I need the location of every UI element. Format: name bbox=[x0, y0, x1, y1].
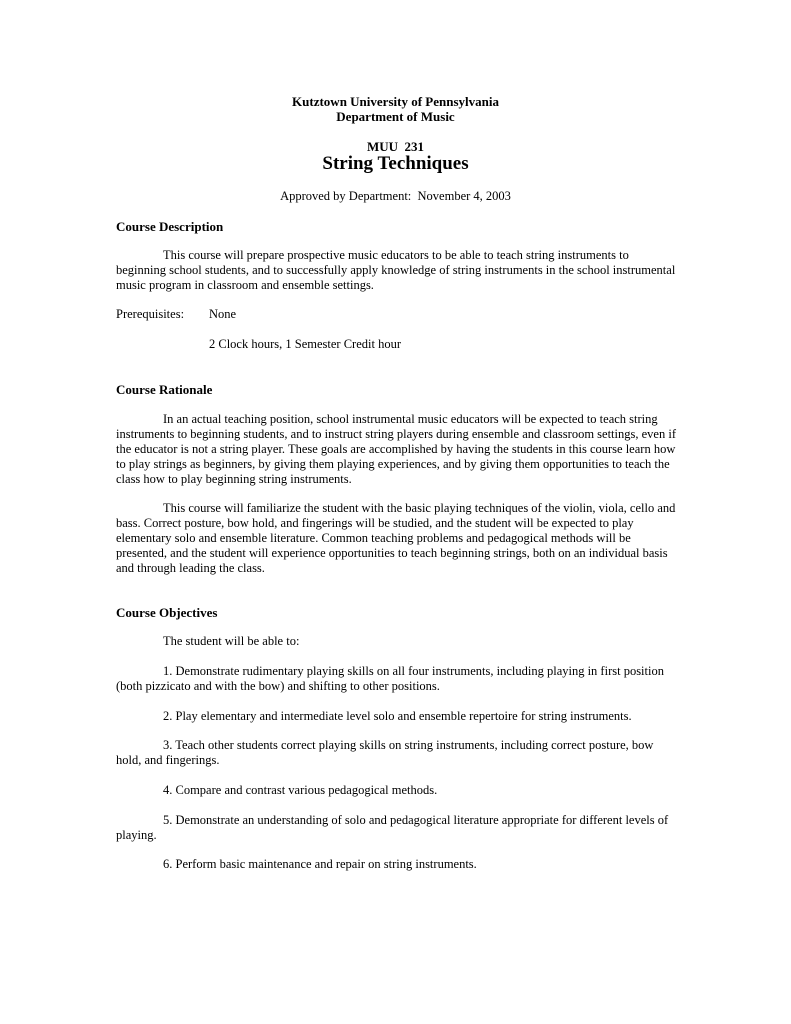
rationale-paragraph-2: This course will familiarize the student with the basic playing techniques of the violin, viola, cello and bass. Correct posture, bow hold, and fingerings will be studied, and the student will be expected to play elementary solo and ensemble literature. Common teaching problems and pedagogical methods will be presented, and the student will experience opportunities to teach beginning strings, both on an individual basis and through leading the class. bbox=[116, 501, 676, 575]
objective-item-5: 5. Demonstrate an understanding of solo and pedagogical literature appropriate for different levels of playing. bbox=[116, 813, 669, 842]
objective-item-3: 3. Teach other students correct playing skills on string instruments, including correct posture, bow hold, and fingerings. bbox=[116, 738, 654, 767]
prerequisites-label: Prerequisites: bbox=[116, 307, 185, 321]
course-code: MUU 231 bbox=[366, 139, 425, 154]
rationale-paragraph-1: In an actual teaching position, school instrumental music educators will be expected to teach string instruments to beginning students, and to instruct string players during ensemble and classroom settings, even if the educator is not a string player. These goals are accomplished by having the students in this course learn how to play strings as beginners, by giving them playing experiences, and by giving them opportunities to teach the class how to play beginning string instruments. bbox=[116, 412, 676, 486]
course-rationale-heading: Course Rationale bbox=[116, 382, 213, 397]
objective-item-1: 1. Demonstrate rudimentary playing skills on all four instruments, including playing in first position (both pizzicato and with the bow) and shifting to other positions. bbox=[116, 664, 664, 693]
prerequisites-value: None bbox=[209, 307, 237, 321]
course-objectives-heading: Course Objectives bbox=[116, 605, 218, 620]
approval-date: Approved by Department: November 4, 2003 bbox=[280, 189, 511, 203]
credit-hours: 2 Clock hours, 1 Semester Credit hour bbox=[209, 337, 401, 351]
objectives-intro: The student will be able to: bbox=[163, 634, 300, 648]
course-description-text: This course will prepare prospective music educators to be able to teach string instruments to beginning school students, and to successfully apply knowledge of string instruments in the school instrumental music program in classroom and ensemble settings. bbox=[116, 248, 676, 292]
objective-item-4: 4. Compare and contrast various pedagogical methods. bbox=[163, 783, 438, 797]
objective-item-6: 6. Perform basic maintenance and repair on string instruments. bbox=[163, 857, 477, 871]
university-name: Kutztown University of Pennsylvania bbox=[292, 94, 499, 109]
objective-item-2: 2. Play elementary and intermediate level solo and ensemble repertoire for string instruments. bbox=[163, 709, 632, 723]
course-title: String Techniques bbox=[322, 153, 469, 174]
department-name: Department of Music bbox=[336, 109, 455, 124]
course-description-heading: Course Description bbox=[116, 219, 224, 234]
